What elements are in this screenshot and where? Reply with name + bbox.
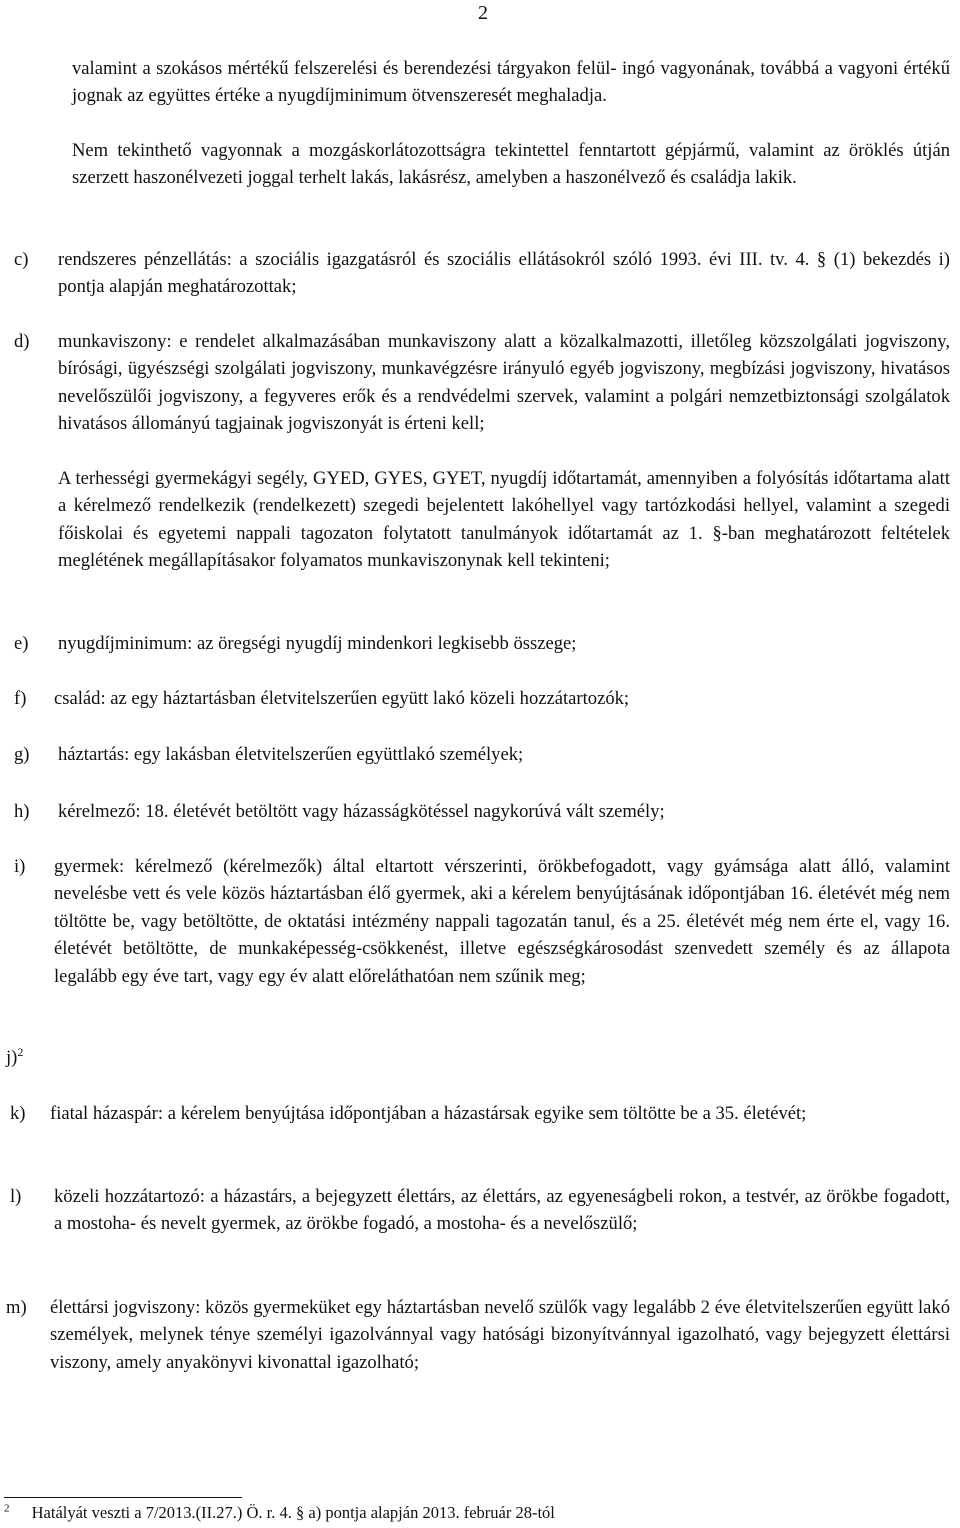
- item-e-label: e): [14, 633, 29, 654]
- item-f-label: f): [14, 688, 27, 709]
- footnote-ref: 2: [17, 1044, 24, 1059]
- item-d-label: d): [14, 331, 30, 352]
- item-m-label: m): [6, 1297, 27, 1318]
- item-m-text: élettársi jogviszony: közös gyermeküket egy háztartásban nevelő szülők vagy legalább 2 éve életvitelszerűen együtt lakó személyek, melynek ténye személyi igazolvánnyal vagy hatósági bizonyítvánnyal igazolható, vagy bejegyzett élettársi viszony, amely anyakönyvi kivonattal igazolható;: [50, 1297, 950, 1373]
- footnote: [4, 1503, 904, 1523]
- footnote-text: Hatályát veszti a 7/2013.(II.27.) Ö. r. 4. § a) pontja alapján 2013. február 28-tól: [31, 1503, 555, 1522]
- item-h-text: kérelmező: 18. életévét betöltött vagy házasságkötéssel nagykorúvá vált személy;: [58, 801, 665, 822]
- item-d-text: munkaviszony: e rendelet alkalmazásában munkaviszony alatt a közalkalmazotti, illetőleg közszolgálati jogviszony, bírósági, ügyészségi szolgálati jogviszony, munkavégzésre irányuló egyéb jogviszony, megbízási jogviszony, hivatásos nevelőszülői jogviszony, a fegyveres erők és a rendvédelmi szervek, valamint a polgári nemzetbiztonsági szolgálatok hivatásos állományú tagjainak jogviszonyát is érteni kell;: [58, 331, 950, 435]
- item-l-label: l): [10, 1186, 22, 1207]
- item-i-label: i): [14, 856, 26, 877]
- footnote-mark: 2: [4, 1502, 10, 1515]
- item-f-text: család: az egy háztartásban életvitelszerűen együtt lakó közeli hozzátartozók;: [54, 688, 630, 709]
- item-d-text-2: A terhességi gyermekágyi segély, GYED, GYES, GYET, nyugdíj időtartamát, amennyiben a folyósítás időtartama alatt a kérelmező rendelkezik (rendelkezett) szegedi bejelentett lakóhellyel vagy tartózkodási hellyel, valamint a szegedi főiskolai és egyetemi nappali tagozaton folytatott tanulmányok időtartamát az 1. §-ban meghatározott feltételek meglétének megállapításakor folyamatos munkaviszonynak kell tekinteni;: [58, 468, 950, 572]
- item-c-text: rendszeres pénzellátás: a szociális igazgatásról és szociális ellátásokról szóló 1993. évi III. tv. 4. § (1) bekezdés i) pontja alapján meghatározottak;: [58, 249, 950, 298]
- item-j-label: j)$^2$: [6, 1044, 24, 1068]
- item-i-text: gyermek: kérelmező (kérelmezők) által eltartott vérszerinti, örökbefogadott, vagy gyámsága alatt álló, valamint nevelésbe vett és vele közös háztartásban élő gyermek, aki a kérelem benyújtásának időpontjában 16. életévét még nem töltötte be, vagy betöltötte, de oktatási intézmény nappali tagozatán tanul, és a 25. életévét még nem érte el, vagy 16. életévét betöltötte, de munkaképesség-csökkenést, illetve egészségkárosodást szenvedett személy és az állapota legalább egy éve tart, vagy egy év alatt előreláthatóan nem szűnik meg;: [54, 856, 950, 987]
- page-number: 2: [478, 2, 488, 24]
- item-k-label: k): [10, 1103, 26, 1124]
- item-e-text: nyugdíjminimum: az öregségi nyugdíj mindenkori legkisebb összege;: [58, 633, 577, 654]
- intro-paragraph-1: valamint a szokásos mértékű felszerelési és berendezési tárgyakon felül- ingó vagyonának, továbbá a vagyoni értékű jognak az együttes értéke a nyugdíjminimum ötvenszeresét meghaladja.: [72, 58, 950, 107]
- item-h-label: h): [14, 801, 30, 822]
- intro-paragraph-2: Nem tekinthető vagyonnak a mozgáskorlátozottságra tekintettel fenntartott gépjármű, valamint az öröklés útján szerzett haszonélvezeti joggal terhelt lakás, lakásrész, amelyben a haszonélvező és családja lakik.: [72, 140, 950, 189]
- item-k-text: fiatal házaspár: a kérelem benyújtása időpontjában a házastársak egyike sem töltötte be a 35. életévét;: [50, 1103, 807, 1124]
- footnote-separator: [4, 1497, 242, 1498]
- item-g-label: g): [14, 744, 30, 765]
- item-l-text: közeli hozzátartozó: a házastárs, a bejegyzett élettárs, az élettárs, az egyeneságbeli rokon, a testvér, az örökbe fogadott, a mostoha- és nevelt gyermek, az örökbe fogadó, a mostoha- és a nevelőszülő;: [54, 1186, 950, 1235]
- item-c-label: c): [14, 249, 29, 270]
- item-g-text: háztartás: egy lakásban életvitelszerűen együttlakó személyek;: [58, 744, 524, 765]
